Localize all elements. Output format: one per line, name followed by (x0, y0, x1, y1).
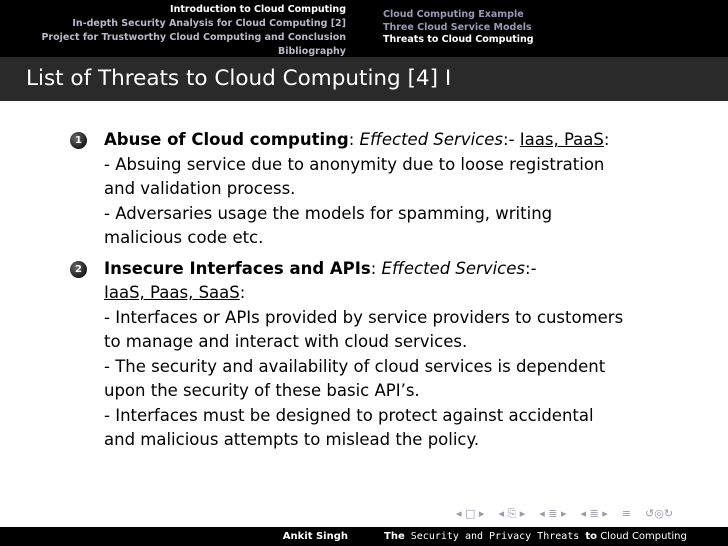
text-line (104, 379, 710, 404)
text-line (104, 257, 710, 282)
text-segment: - Interfaces or APIs provided by service providers to customers (104, 307, 624, 327)
text-line (104, 202, 710, 227)
text-line (104, 355, 710, 380)
footer-title-part: The (384, 531, 405, 542)
text-segment: : (603, 130, 610, 149)
numbered-bullet: 2 (70, 261, 87, 278)
text-segment: : (370, 258, 382, 278)
threat-name: Abuse of Cloud computing (104, 130, 349, 149)
nav-symbol-group[interactable]: ↺◎↻ (645, 507, 674, 520)
nav-symbol-group[interactable]: ◂ ≣ ▸ (580, 507, 608, 520)
footer-title-part: to (585, 531, 598, 542)
text-segment: - Adversaries usage the models for spamming, writing (104, 203, 553, 223)
footer-title-part: Security and Privacy Threats (404, 531, 586, 542)
nav-symbol-group[interactable]: ◂ ≣ ▸ (539, 507, 567, 520)
numbered-bullet: 1 (70, 132, 87, 149)
footer-title (384, 527, 687, 546)
text-segment: - Interfaces must be designed to protect against accidental (104, 405, 594, 425)
section-navigation (0, 3, 356, 59)
text-line (104, 153, 710, 178)
subsection-link-example[interactable]: Cloud Computing Example (383, 9, 524, 20)
slide-title-bar (0, 57, 728, 101)
text-segment: malicious code etc. (104, 228, 264, 247)
text-segment: : (348, 130, 360, 149)
nav-symbol-group[interactable]: ◂ □ ▸ (456, 507, 485, 520)
footer-title-part: Cloud Computing (597, 531, 687, 542)
list-item (70, 257, 710, 453)
slide-content (70, 128, 710, 453)
text-segment: : (239, 283, 246, 302)
text-line (104, 281, 710, 306)
text-line (104, 177, 710, 202)
slide-title: List of Threats to Cloud Computing [4] I (26, 66, 452, 91)
nav-symbol-group[interactable]: ◂ ⎘ ▸ (498, 507, 526, 520)
subsection-link-service-models[interactable]: Three Cloud Service Models (383, 21, 532, 33)
list-item (70, 128, 710, 251)
service-models: IaaS, Paas, SaaS (104, 283, 240, 302)
section-link-project[interactable]: Project for Trustworthy Cloud Computing and Conclusion (41, 32, 346, 43)
beamer-navigation-symbols (456, 507, 687, 521)
text-segment: and malicious attempts to mislead the policy. (104, 430, 480, 449)
text-segment: - Absuing service due to anonymity due to loose registration (104, 154, 605, 174)
text-segment: :- (525, 258, 537, 278)
text-line (104, 128, 710, 153)
text-line (104, 306, 710, 331)
text-segment: and validation process. (104, 179, 296, 198)
section-link-security-analysis[interactable]: In-depth Security Analysis for Cloud Computing [2] (72, 18, 346, 29)
text-segment: to manage and interact with cloud services. (104, 332, 468, 351)
header-bar (0, 0, 728, 57)
footer-bar (0, 527, 728, 546)
text-segment: - The security and availability of cloud services is dependent (104, 356, 606, 376)
nav-symbol-group[interactable]: ≡ (621, 507, 632, 520)
text-line (104, 226, 710, 251)
section-link-bibliography[interactable]: Bibliography (278, 46, 346, 57)
text-segment: :- (503, 130, 520, 149)
text-segment: Effected Services (359, 130, 504, 149)
text-segment: upon the security of these basic API’s. (104, 381, 420, 400)
subsection-link-threats[interactable]: Threats to Cloud Computing (383, 34, 534, 45)
text-line (104, 330, 710, 355)
service-models: Iaas, PaaS (519, 130, 604, 149)
section-link-introduction[interactable]: Introduction to Cloud Computing (170, 4, 346, 15)
text-segment: Effected Services (381, 258, 526, 278)
text-line (104, 428, 710, 453)
footer-author: Ankit Singh (282, 531, 348, 542)
threat-name: Insecure Interfaces and APIs (104, 258, 371, 278)
subsection-navigation (383, 9, 723, 47)
text-line (104, 404, 710, 429)
